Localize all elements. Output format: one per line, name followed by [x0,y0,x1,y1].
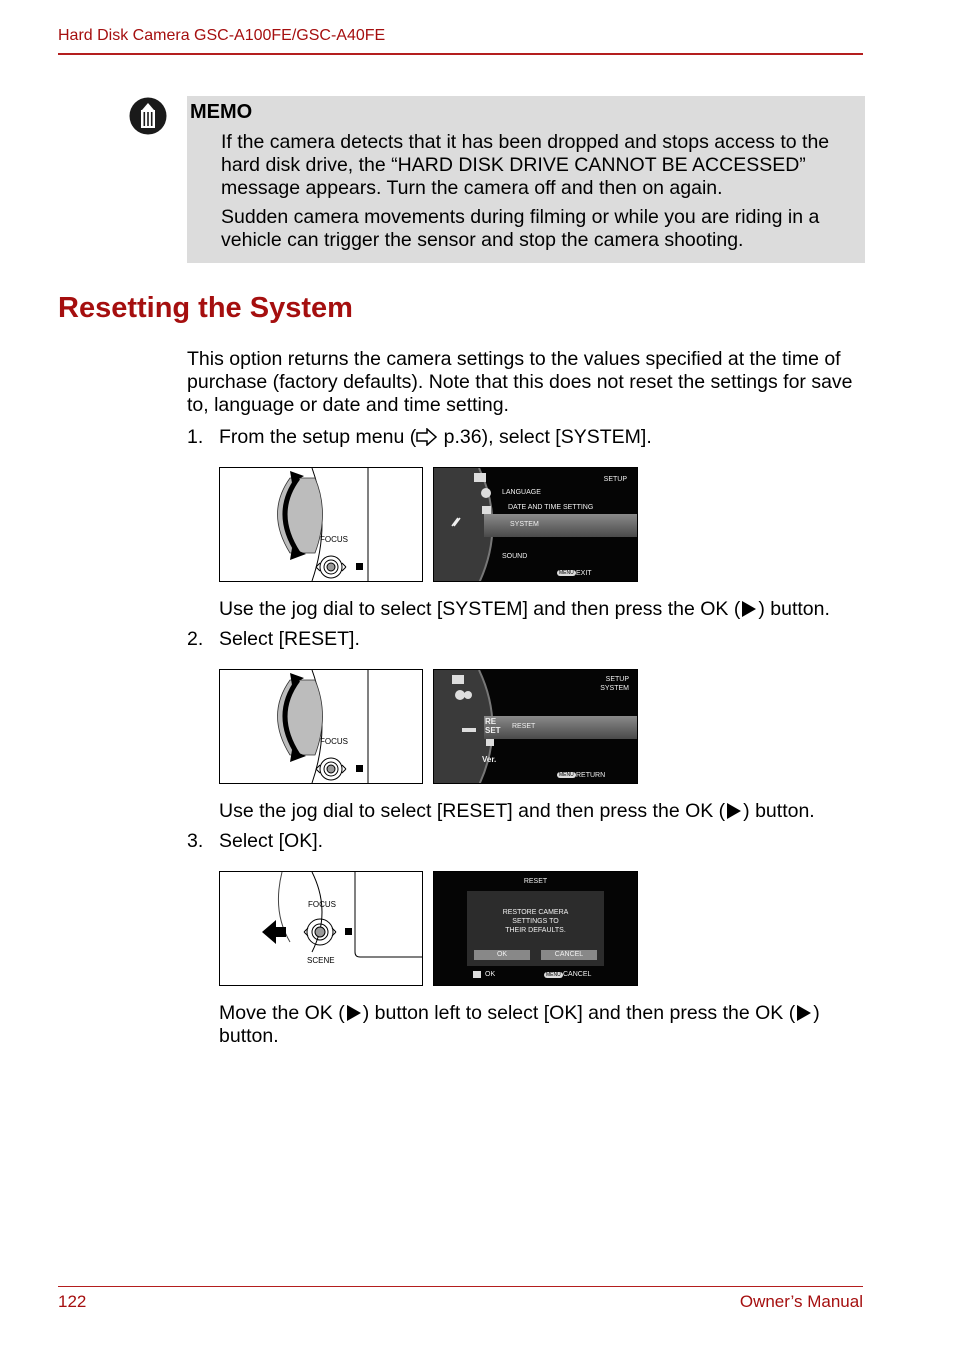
step-3-note-c: ) [813,1002,820,1024]
header-rule [58,53,863,55]
s2-title: SETUP [605,676,629,683]
s3-message-3: THEIR DEFAULTS. [505,927,566,934]
memo-paragraph-2: Sudden camera movements during filming or while you are riding in a vehicle can trigger the sensor and stop the camera shooting. [221,206,820,251]
scene-label: SCENE [307,956,335,965]
s3-footer-ok: OK [485,971,496,978]
intro-paragraph: This option returns the camera settings to the values specified at the time of purchase (factory defaults). Note that this does not reset the settings for save to, language or date and time setting. [187,348,853,416]
running-header: Hard Disk Camera GSC-A100FE/GSC-A40FE [58,27,386,44]
s3-title: RESET [523,878,548,885]
reset-confirm-screen [433,871,638,986]
ok-key-icon [473,971,481,978]
s1-menu-key: MENU [559,570,574,576]
jog-dial-drawing [220,670,422,783]
reference-arrow-icon [416,428,438,446]
ok-button-icon [797,1005,811,1021]
s1-exit: EXIT [576,570,592,577]
ok-button-icon [742,601,756,617]
s1-item-sound: SOUND [502,553,528,560]
step-2-number: 2. [187,628,204,650]
s3-message-2: SETTINGS TO [512,918,559,925]
step-2-note [219,800,815,823]
step-2-text: Select [RESET]. [219,628,360,650]
camera-jog-dial-illustration-1 [219,467,423,582]
s2-return: RETURN [576,772,606,779]
step-2-note-b: ) button. [743,800,815,822]
s1-item-system[interactable]: SYSTEM [510,521,539,528]
s3-menu-key: MENU [546,972,561,978]
section-title: Resetting the System [58,292,353,324]
step-3-number: 3. [187,830,204,852]
s3-ok-button[interactable]: OK [474,950,530,960]
s2-item-reset[interactable]: RESET [512,723,536,730]
focus-label: FOCUS [308,900,336,909]
ok-button-icon [727,803,741,819]
camera-ok-left-illustration [219,871,423,986]
memo-paragraph-1: If the camera detects that it has been dropped and stops access to the hard disk drive, the “HARD DISK DRIVE CANNOT BE ACCESSED” message appears. Turn the camera off and then on again. [221,131,830,199]
step-2-note-a: Use the jog dial to select [RESET] and then press the OK ( [219,800,726,822]
s3-message-1: RESTORE CAMERA [502,909,569,916]
step-1-text-a: From the setup menu ( [219,426,417,448]
step-1-note-b: ) button. [758,598,830,620]
step-1-note [219,598,830,621]
step-3-note [219,1002,820,1025]
memo-pencil-icon [129,97,167,135]
selected-item-highlight [484,514,638,537]
s3-cancel-button[interactable]: CANCEL [541,950,597,960]
s3-footer-cancel: CANCEL [563,971,592,978]
camera-jog-dial-illustration-2 [219,669,423,784]
focus-label: FOCUS [320,737,348,746]
system-menu-screen [433,669,638,784]
s2-menu-key: MENU [559,772,574,778]
ok-button-drawing [220,872,422,985]
focus-label: FOCUS [320,535,348,544]
memo-title: MEMO [190,101,253,123]
ok-button-icon [347,1005,361,1021]
step-1-number: 1. [187,426,204,448]
step-3-note-d: button. [219,1025,279,1047]
jog-dial-drawing [220,468,422,581]
s1-item-language: LANGUAGE [502,489,541,496]
footer-manual: Owner’s Manual [739,1292,863,1311]
s2-subtitle: SYSTEM [600,685,629,692]
footer-rule [58,1286,863,1287]
step-1-text-b: p.36), select [SYSTEM]. [438,426,652,448]
s2-version: Ver. [482,755,497,764]
s1-item-date: DATE AND TIME SETTING [508,504,594,511]
step-3-text: Select [OK]. [219,830,324,852]
s1-title: SETUP [603,476,627,483]
setup-menu-screen [433,467,638,582]
s2-reset-icon: RE SET [485,717,501,735]
page-number: 122 [58,1292,87,1311]
step-3-note-a: Move the OK ( [219,1002,345,1024]
step-1-text [219,426,652,449]
step-3-note-b: ) button left to select [OK] and then press the OK ( [362,1002,796,1024]
step-1-note-a: Use the jog dial to select [SYSTEM] and then press the OK ( [219,598,741,620]
selected-item-highlight [484,716,638,739]
